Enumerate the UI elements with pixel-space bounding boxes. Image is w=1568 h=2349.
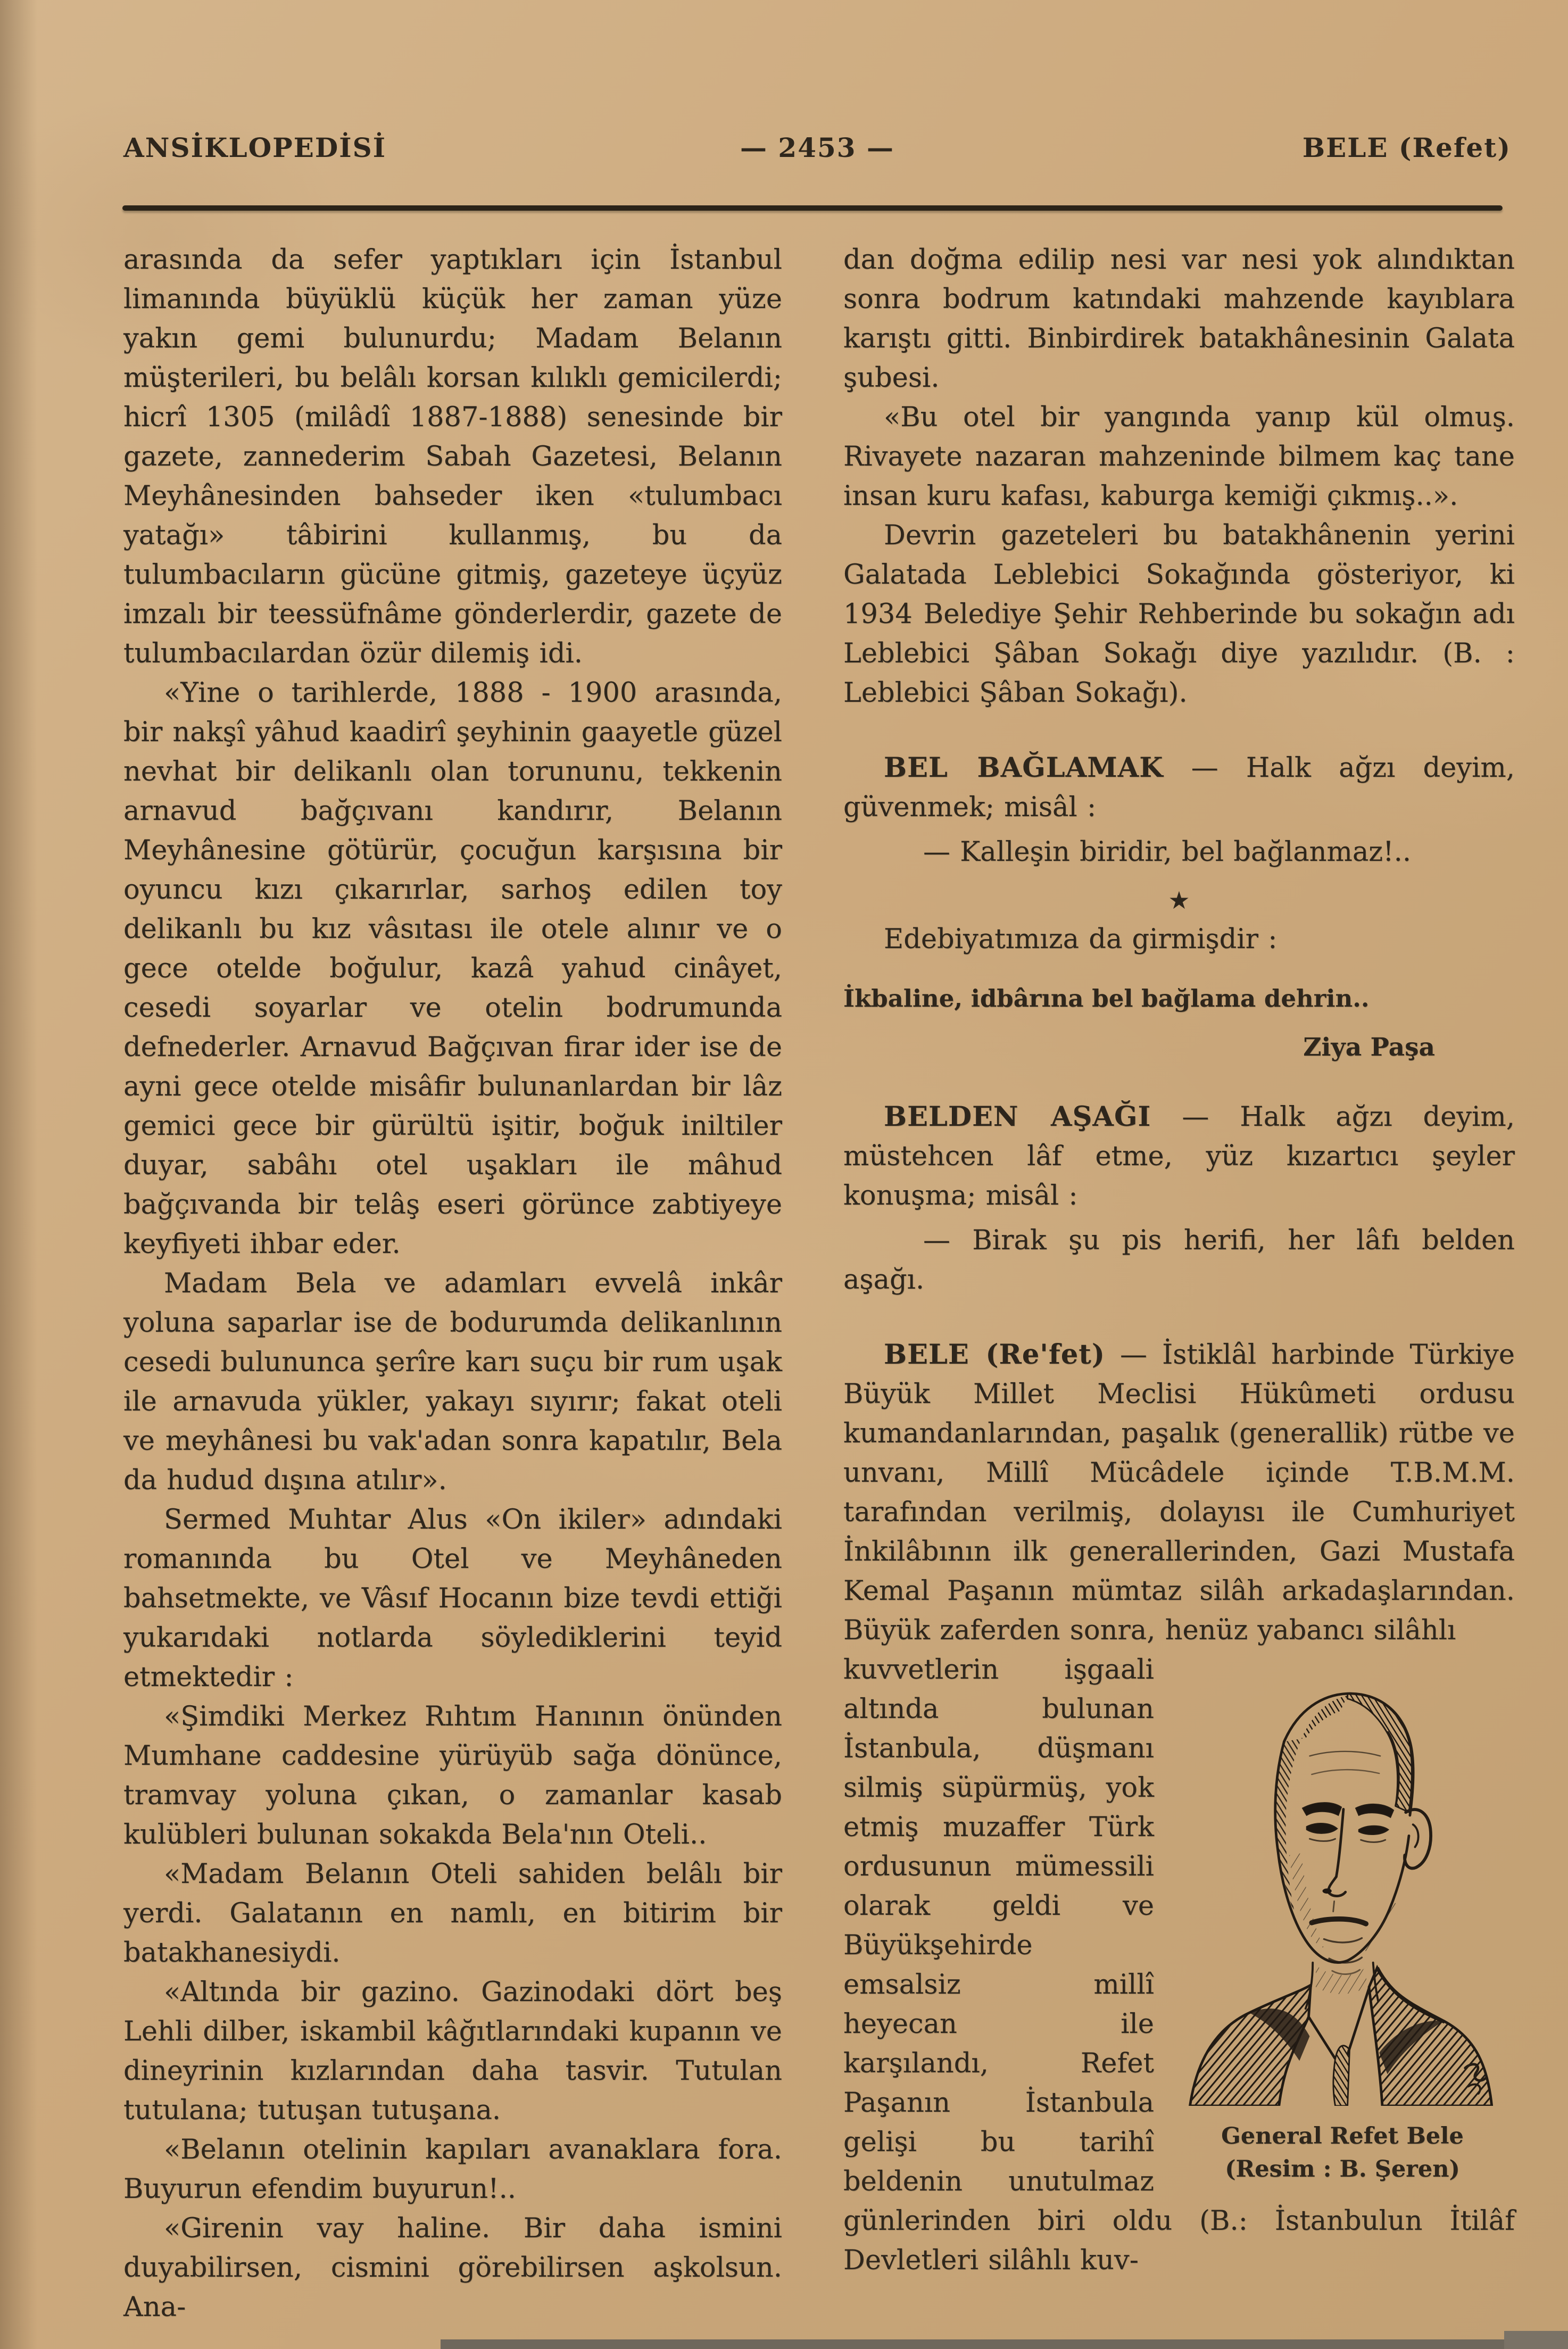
paragraph: «Madam Belanın Oteli sahiden belâlı bir yerdi. Galatanın en namlı, en bitirim bir batakhanesiydi.	[123, 1858, 782, 1969]
paragraph: «Altında bir gazino. Gazinodaki dört beş Lehli dilber, iskambil kâğıtlarındaki kupanın ve dineyrinin kızlarından daha tasvir. Tutulan tutulana; tutuşan tutuşana.	[123, 1977, 782, 2126]
page-header	[123, 132, 1511, 163]
scan-edge-bottom	[441, 2339, 1568, 2349]
verse-line: İkbaline, idbârına bel bağlama dehrin..	[843, 984, 1370, 1012]
bele-entry-continuation	[843, 1650, 1515, 2280]
paragraph: «Bu otel bir yangında yanıp kül olmuş. Rivayete nazaran mahzeninde bilmem kaç tane insan kuru kafası, kaburga kemiği çıkmış..».	[843, 402, 1515, 512]
star-separator: ★	[1168, 886, 1190, 915]
paragraph: Sermed Muhtar Alus «On ikiler» adındaki romanında bu Otel ve Meyhâneden bahsetmekte, ve Vâsıf Hocanın bize tevdi ettiği yukarıdaki notlarda söylediklerini teyid etmektedir :	[123, 1504, 782, 1693]
page-number: — 2453 —	[740, 132, 894, 163]
entry-term: BELDEN AŞAĞI	[884, 1101, 1151, 1133]
paragraph-wrapped: kuvvetlerin işgaali altında bulunan İstanbula, düşmanı silmiş süpürmüş, yok etmiş muzaffer Türk ordusunun mümessili olarak geldi ve Büyükşehirde emsalsiz millî heyecan ile karşılandı, Refet Paşanın İstanbula gelişi bu tarihî beldenin unutulmaz günlerinden biri oldu (B.: İstanbulun İtilâf Devletleri silâhlı kuv-	[843, 1654, 1515, 2276]
entry-definition: — Halk ağzı deyim, güvenmek; misâl :	[843, 752, 1515, 823]
verse-attribution: Ziya Paşa	[1303, 1033, 1435, 1062]
entry-term: BELE (Re'fet)	[884, 1339, 1105, 1371]
book-spine-shadow	[0, 0, 37, 2349]
entry-bel-baglamak	[843, 748, 1515, 827]
figure-caption-line2: (Resim : B. Şeren)	[1225, 2156, 1460, 2182]
paragraph: Devrin gazeteleri bu batakhânenin yerini Galatada Leblebici Sokağında gösteriyor, ki 1934 Belediye Şehir Rehberinde bu sokağın adı Leblebici Şâban Sokağı diye yazılıdır. (B. : Leblebici Şâban Sokağı).	[843, 520, 1515, 709]
suit-left-shoulder	[1190, 1985, 1311, 2106]
figure-portrait	[1170, 1656, 1515, 2185]
paragraph: «Belanın otelinin kapıları avanaklara fora. Buyurun efendim buyurun!..	[123, 2134, 782, 2205]
portrait-sketch-icon	[1170, 1656, 1515, 2106]
example-quote: — Birak şu pis herifi, her lâfı belden aşağı.	[843, 1225, 1515, 1296]
literature-note: Edebiyatımıza da girmişdir :	[884, 924, 1277, 955]
entry-belden-asagi	[843, 1097, 1515, 1216]
header-rule	[122, 205, 1503, 211]
right-column	[843, 240, 1515, 2280]
scan-edge-corner	[1504, 2331, 1568, 2349]
paragraph: Madam Bela ve adamları evvelâ inkâr yoluna saparlar ise de bodurumda delikanlının cesedi bulununca şerîre karı suçu bir rum uşak ile arnavuda yükler, yakayı sıyırır; fakat oteli ve meyhânesi bu vak'adan sonra kapatılır, Bela da hudud dışına atılır».	[123, 1268, 782, 1496]
entry-term: BEL BAĞLAMAK	[884, 752, 1164, 784]
left-column	[123, 240, 782, 2327]
paragraph: «Yine o tarihlerde, 1888 - 1900 arasında, bir nakşî yâhud kaadirî şeyhinin gaayetle güzel nevhat bir delikanlı olan torununu, tekkenin arnavud bağçıvanı kandırır, Belanın Meyhânesine götürür, çocuğun karşısına bir oyuncu kızı çıkarırlar, sarhoş edilen toy delikanlı bu kız vâsıtası ile otele alınır ve o gece otelde boğulur, kazâ yahud cinâyet, cesedi soyarlar ve otelin bodrumunda defnederler. Arnavud Bağçıvan firar ider ise de ayni gece otelde misâfir bulunanlardan bir lâz gemici gece bir gürültü işitir, boğuk iniltiler duyar, sabâhı otel uşakları ile mâhud bağçıvanda bir telâş eseri görünce zabtiyeye keyfiyeti ihbar eder.	[123, 677, 782, 1260]
entry-definition: — İstiklâl harbinde Türkiye Büyük Millet Meclisi Hükûmeti ordusu kumandanlarından, paşalık (generallik) rütbe ve unvanı, Millî Mücâdele içinde T.B.M.M. tarafından verilmiş, dolayısı ile Cumhuriyet İnkilâbının ilk generallerinden, Gazi Mustafa Kemal Paşanın mümtaz silâh arkadaşlarından. Büyük zaferden sonra, henüz yabancı silâhlı	[843, 1339, 1515, 1646]
paragraph: «Girenin vay haline. Bir daha ismini duyabilirsen, cismini görebilirsen aşkolsun. Ana-	[123, 2213, 782, 2323]
paragraph: «Şimdiki Merkez Rıhtım Hanının önünden Mumhane caddesine yürüyüb sağa dönünce, tramvay yoluna çıkan, o zamanlar kasab kulübleri bulunan sokakda Bela'nın Oteli..	[123, 1701, 782, 1850]
entry-definition: — Halk ağzı deyim, müstehcen lâf etme, yüz kızartıcı şeyler konuşma; misâl :	[843, 1101, 1515, 1211]
header-entry-label: BELE (Refet)	[1302, 132, 1511, 163]
paragraph: dan doğma edilip nesi var nesi yok alındıktan sonra bodrum katındaki mahzende kayıblara karıştı gitti. Binbirdirek batakhânesinin Galata şubesi.	[843, 244, 1515, 394]
figure-caption-line1: General Refet Bele	[1221, 2123, 1464, 2149]
paragraph: arasında da sefer yaptıkları için İstanbul limanında büyüklü küçük her zaman yüze yakın gemi bulunurdu; Madam Belanın müşterileri, bu belâlı korsan kılıklı gemicilerdi; hicrî 1305 (milâdî 1887-1888) senesinde bir gazete, zannederim Sabah Gazetesi, Belanın Meyhânesinden bahseder iken «tulumbacı yatağı» tâbirini kullanmış, bu da tulumbacıların gücüne gitmiş, gazeteye üçyüz imzalı bir teessüfnâme gönderlerdir, gazete de tulumbacılardan özür dilemiş idi.	[123, 244, 782, 669]
shirt-collar-and-tie	[1309, 1988, 1369, 2106]
figure-caption	[1170, 2121, 1515, 2185]
header-title: ANSİKLOPEDİSİ	[123, 132, 387, 163]
example-quote: — Kalleşin biridir, bel bağlanmaz!..	[923, 836, 1412, 868]
entry-bele-refet	[843, 1335, 1515, 1650]
